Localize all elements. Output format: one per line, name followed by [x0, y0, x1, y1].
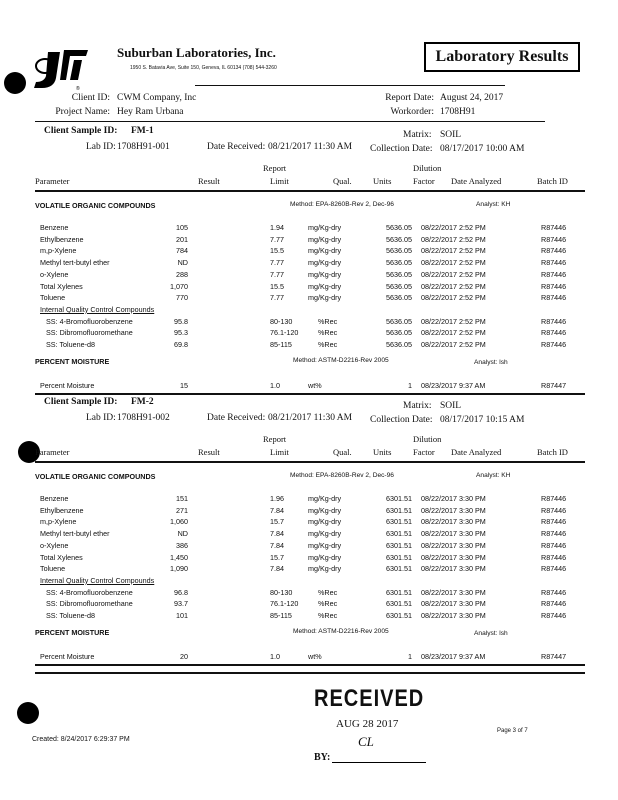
parameter-name: SS: Dibromofluoromethane	[46, 599, 133, 609]
batch-id: R87446	[541, 564, 567, 574]
col-result-header: Result	[198, 176, 220, 186]
date-analyzed: 08/22/2017 2:52 PM	[421, 258, 486, 268]
voc-method: Method: EPA-8260B-Rev 2, Dec-96	[290, 201, 394, 208]
company-logo	[30, 42, 100, 94]
units: %Rec	[318, 316, 338, 326]
report-limit: 1.94	[270, 223, 284, 232]
result-row	[0, 270, 618, 282]
batch-id: R87446	[541, 529, 567, 539]
units: mg/Kg-dry	[308, 517, 342, 527]
parameter-name: SS: Toluene-d8	[46, 340, 96, 349]
col-parameter-header: Parameter	[35, 176, 70, 186]
batch-id: R87446	[541, 234, 567, 244]
report-limit: 7.84	[270, 564, 284, 574]
qc-section-title: Internal Quality Control Compounds	[40, 575, 155, 585]
parameter-name: Toluene	[40, 293, 66, 303]
parameter-name: SS: Toluene-d8	[46, 611, 96, 620]
dilution-factor: 6301.51	[386, 552, 412, 562]
batch-id: R87446	[541, 599, 567, 609]
units: mg/Kg-dry	[308, 223, 342, 232]
moisture-method: Method: ASTM-D2216-Rev 2005	[293, 627, 389, 635]
units: %Rec	[318, 328, 338, 338]
company-name: Suburban Laboratories, Inc.	[117, 45, 276, 60]
result-value: 201	[176, 234, 188, 244]
date-analyzed: 08/22/2017 2:52 PM	[421, 246, 486, 256]
report-limit: 1.96	[270, 494, 284, 503]
units: %Rec	[318, 340, 338, 349]
report-date-value: August 24, 2017	[440, 93, 504, 103]
parameter-name: m,p-Xylene	[40, 517, 77, 527]
date-received-label: Date Received:	[207, 142, 266, 152]
date-analyzed: 08/22/2017 3:30 PM	[421, 552, 486, 562]
date-received-label: Date Received:	[207, 413, 266, 423]
units: mg/Kg-dry	[308, 293, 342, 303]
result-value: 105	[176, 223, 188, 232]
dilution-factor: 5636.05	[386, 293, 412, 303]
batch-id: R87446	[541, 328, 567, 338]
result-row	[0, 529, 618, 541]
units: wt%	[308, 651, 322, 661]
batch-id: R87446	[541, 246, 567, 256]
parameter-name: SS: Dibromofluoromethane	[46, 328, 133, 338]
result-row	[0, 541, 618, 553]
report-limit: 15.7	[270, 552, 284, 562]
result-value: 20	[180, 651, 188, 661]
stamp-by-label: BY:	[314, 752, 331, 763]
client-sample-id-label: Client Sample ID:	[44, 126, 118, 136]
col-units-header: Units	[373, 176, 392, 186]
batch-id: R87447	[541, 651, 567, 661]
units: mg/Kg-dry	[308, 540, 342, 550]
date-analyzed: 08/23/2017 9:37 AM	[421, 380, 486, 390]
result-value: 271	[176, 505, 188, 515]
lab-id-label: Lab ID:	[86, 142, 116, 152]
svg-text:®: ®	[76, 86, 80, 92]
voc-analyst: Analyst: KH	[476, 201, 511, 208]
qc-row	[0, 588, 618, 600]
report-limit: 7.77	[270, 269, 284, 279]
divider	[35, 672, 585, 674]
date-analyzed: 08/22/2017 2:52 PM	[421, 340, 486, 349]
date-analyzed: 08/23/2017 9:37 AM	[421, 651, 486, 661]
result-row	[0, 494, 618, 506]
result-row	[0, 258, 618, 270]
result-value: 386	[176, 540, 188, 550]
stamp-date: AUG 28 2017	[336, 718, 399, 730]
lab-id-value: 1708H91-001	[117, 142, 170, 152]
batch-id: R87446	[541, 552, 567, 562]
result-value: 1,070	[170, 281, 188, 291]
col-limit-header: Limit	[270, 447, 289, 457]
client-id-value: CWM Company, Inc	[117, 93, 197, 103]
moisture-section-title: PERCENT MOISTURE	[35, 356, 110, 366]
date-analyzed: 08/22/2017 3:30 PM	[421, 587, 486, 597]
batch-id: R87446	[541, 540, 567, 550]
dilution-factor: 1	[408, 651, 412, 661]
units: mg/Kg-dry	[308, 564, 342, 574]
voc-section-title: VOLATILE ORGANIC COMPOUNDS	[35, 472, 156, 481]
moisture-row	[0, 381, 618, 393]
client-sample-id-label: Client Sample ID:	[44, 397, 118, 407]
parameter-name: Ethylbenzene	[40, 234, 84, 244]
result-value: 15	[180, 380, 188, 390]
divider	[35, 121, 545, 122]
result-value: 1,090	[170, 564, 188, 574]
result-value: 1,450	[170, 552, 188, 562]
parameter-name: Methyl tert-butyl ether	[40, 529, 110, 539]
divider	[35, 190, 585, 192]
dilution-factor: 5636.05	[386, 258, 412, 268]
qc-row	[0, 317, 618, 329]
report-limit: 1.0	[270, 651, 280, 661]
report-limit: 15.5	[270, 281, 284, 291]
col-limit-header: Limit	[270, 176, 289, 186]
parameter-name: SS: 4-Bromofluorobenzene	[46, 587, 133, 597]
units: %Rec	[318, 599, 338, 609]
date-received-value: 08/21/2017 11:30 AM	[268, 413, 353, 423]
date-analyzed: 08/22/2017 2:52 PM	[421, 281, 486, 291]
batch-id: R87446	[541, 281, 567, 291]
moisture-analyst: Analyst: lsh	[474, 629, 508, 637]
matrix-value: SOIL	[440, 401, 462, 411]
dilution-factor: 5636.05	[386, 234, 412, 244]
qc-row	[0, 611, 618, 623]
moisture-row	[0, 652, 618, 664]
dilution-factor: 6301.51	[386, 517, 412, 527]
report-limit: 80-130	[270, 587, 293, 597]
col-report-header: Report	[263, 434, 287, 444]
report-title: Laboratory Results	[424, 42, 580, 72]
result-row	[0, 506, 618, 518]
date-analyzed: 08/22/2017 3:30 PM	[421, 494, 486, 503]
result-row	[0, 517, 618, 529]
result-row	[0, 282, 618, 294]
col-dilution-header: Dilution	[413, 163, 442, 173]
divider	[35, 393, 585, 395]
col-factor-header: Factor	[413, 447, 435, 457]
date-analyzed: 08/22/2017 3:30 PM	[421, 517, 486, 527]
client-sample-id-value: FM-2	[131, 397, 154, 407]
date-analyzed: 08/22/2017 3:30 PM	[421, 529, 486, 539]
date-analyzed: 08/22/2017 2:52 PM	[421, 328, 486, 338]
dilution-factor: 5636.05	[386, 269, 412, 279]
result-value: 96.8	[174, 587, 188, 597]
company-address: 1950 S. Batavia Ave, Suite 150, Geneva, IL 60134 (708) 544-3260	[130, 65, 277, 71]
dilution-factor: 6301.51	[386, 611, 412, 620]
date-analyzed: 08/22/2017 3:30 PM	[421, 564, 486, 574]
col-batch-id-header: Batch ID	[537, 176, 568, 186]
received-stamp	[310, 685, 438, 774]
col-qual-header: Qual.	[333, 447, 352, 457]
units: mg/Kg-dry	[308, 234, 342, 244]
qc-section-title: Internal Quality Control Compounds	[40, 304, 155, 314]
report-limit: 85-115	[270, 611, 292, 620]
voc-method: Method: EPA-8260B-Rev 2, Dec-96	[290, 472, 394, 479]
dilution-factor: 6301.51	[386, 587, 412, 597]
result-value: 95.3	[174, 328, 188, 338]
result-row	[0, 235, 618, 247]
dilution-factor: 6301.51	[386, 505, 412, 515]
col-units-header: Units	[373, 447, 392, 457]
dilution-factor: 6301.51	[386, 599, 412, 609]
dilution-factor: 6301.51	[386, 494, 412, 503]
report-limit: 7.77	[270, 258, 284, 268]
result-value: 93.7	[174, 599, 188, 609]
divider	[195, 85, 505, 86]
report-limit: 76.1-120	[270, 599, 299, 609]
date-analyzed: 08/22/2017 2:52 PM	[421, 269, 486, 279]
report-date-label: Report Date:	[385, 93, 434, 103]
collection-date-value: 08/17/2017 10:00 AM	[440, 144, 525, 154]
voc-section-title: VOLATILE ORGANIC COMPOUNDS	[35, 201, 156, 210]
collection-date-value: 08/17/2017 10:15 AM	[440, 415, 525, 425]
parameter-name: m,p-Xylene	[40, 246, 77, 256]
parameter-name: o-Xylene	[40, 540, 69, 550]
batch-id: R87446	[541, 494, 567, 503]
result-value: ND	[177, 258, 188, 268]
date-received-value: 08/21/2017 11:30 AM	[268, 142, 353, 152]
col-factor-header: Factor	[413, 176, 435, 186]
batch-id: R87446	[541, 223, 567, 232]
units: mg/Kg-dry	[308, 505, 342, 515]
report-limit: 7.84	[270, 529, 284, 539]
result-value: 101	[176, 611, 188, 620]
parameter-name: Methyl tert-butyl ether	[40, 258, 110, 268]
col-date-analyzed-header: Date Analyzed	[451, 447, 502, 457]
parameter-name: Benzene	[40, 223, 69, 232]
date-analyzed: 08/22/2017 3:30 PM	[421, 599, 486, 609]
stamp-signature-line	[332, 762, 426, 763]
col-batch-id-header: Batch ID	[537, 447, 568, 457]
dilution-factor: 5636.05	[386, 281, 412, 291]
lab-id-value: 1708H91-002	[117, 413, 170, 423]
qc-row	[0, 328, 618, 340]
moisture-section-title: PERCENT MOISTURE	[35, 627, 110, 637]
units: mg/Kg-dry	[308, 494, 342, 503]
parameter-name: Benzene	[40, 494, 69, 503]
report-limit: 15.5	[270, 246, 284, 256]
parameter-name: Ethylbenzene	[40, 505, 84, 515]
voc-analyst: Analyst: KH	[476, 472, 511, 479]
result-value: 288	[176, 269, 188, 279]
dilution-factor: 5636.05	[386, 246, 412, 256]
col-report-header: Report	[263, 163, 287, 173]
result-value: ND	[177, 529, 188, 539]
units: %Rec	[318, 611, 338, 620]
parameter-name: SS: 4-Bromofluorobenzene	[46, 316, 133, 326]
result-value: 1,060	[170, 517, 188, 527]
collection-date-label: Collection Date:	[370, 415, 433, 425]
result-row	[0, 223, 618, 235]
dilution-factor: 5636.05	[386, 328, 412, 338]
batch-id: R87446	[541, 611, 567, 620]
date-analyzed: 08/22/2017 2:52 PM	[421, 316, 486, 326]
report-limit: 15.7	[270, 517, 284, 527]
batch-id: R87446	[541, 293, 567, 303]
units: mg/Kg-dry	[308, 529, 342, 539]
moisture-method: Method: ASTM-D2216-Rev 2005	[293, 356, 389, 364]
col-dilution-header: Dilution	[413, 434, 442, 444]
parameter-name: Total Xylenes	[40, 281, 83, 291]
dilution-factor: 6301.51	[386, 529, 412, 539]
result-row	[0, 293, 618, 305]
qc-row	[0, 599, 618, 611]
project-name-value: Hey Ram Urbana	[117, 107, 184, 117]
units: mg/Kg-dry	[308, 552, 342, 562]
date-analyzed: 08/22/2017 3:30 PM	[421, 611, 486, 620]
client-sample-id-value: FM-1	[131, 126, 154, 136]
units: mg/Kg-dry	[308, 281, 342, 291]
report-limit: 7.84	[270, 505, 284, 515]
result-value: 69.8	[174, 340, 188, 349]
result-value: 151	[176, 494, 188, 503]
parameter-name: Percent Moisture	[40, 380, 95, 390]
report-limit: 1.0	[270, 380, 280, 390]
dilution-factor: 6301.51	[386, 540, 412, 550]
batch-id: R87447	[541, 380, 567, 390]
result-row	[0, 553, 618, 565]
batch-id: R87446	[541, 517, 567, 527]
batch-id: R87446	[541, 316, 567, 326]
units: mg/Kg-dry	[308, 246, 342, 256]
parameter-name: Toluene	[40, 564, 66, 574]
divider	[35, 461, 585, 463]
dilution-factor: 1	[408, 380, 412, 390]
batch-id: R87446	[541, 505, 567, 515]
parameter-name: Total Xylenes	[40, 552, 83, 562]
dilution-factor: 6301.51	[386, 564, 412, 574]
divider	[35, 664, 585, 666]
created-timestamp: Created: 8/24/2017 6:29:37 PM	[32, 736, 130, 743]
result-value: 784	[176, 246, 188, 256]
col-qual-header: Qual.	[333, 176, 352, 186]
col-result-header: Result	[198, 447, 220, 457]
report-limit: 7.77	[270, 293, 284, 303]
date-analyzed: 08/22/2017 3:30 PM	[421, 540, 486, 550]
units: mg/Kg-dry	[308, 258, 342, 268]
stamp-received-text: RECEIVED	[314, 685, 425, 713]
project-name-label: Project Name:	[55, 107, 110, 117]
lab-id-label: Lab ID:	[86, 413, 116, 423]
date-analyzed: 08/22/2017 3:30 PM	[421, 505, 486, 515]
client-id-label: Client ID:	[71, 93, 110, 103]
batch-id: R87446	[541, 340, 567, 349]
report-limit: 7.77	[270, 234, 284, 244]
units: wt%	[308, 380, 322, 390]
matrix-label: Matrix:	[403, 401, 432, 411]
result-value: 95.8	[174, 316, 188, 326]
report-limit: 7.84	[270, 540, 284, 550]
batch-id: R87446	[541, 269, 567, 279]
parameter-name: Percent Moisture	[40, 651, 95, 661]
result-value: 770	[176, 293, 188, 303]
page-number: Page 3 of 7	[497, 728, 528, 734]
punch-hole	[17, 702, 39, 724]
parameter-name: o-Xylene	[40, 269, 69, 279]
matrix-label: Matrix:	[403, 130, 432, 140]
result-row	[0, 564, 618, 576]
report-limit: 76.1-120	[270, 328, 299, 338]
date-analyzed: 08/22/2017 2:52 PM	[421, 293, 486, 303]
dilution-factor: 5636.05	[386, 340, 412, 349]
stamp-initials: CL	[358, 734, 374, 749]
units: %Rec	[318, 587, 338, 597]
collection-date-label: Collection Date:	[370, 144, 433, 154]
date-analyzed: 08/22/2017 2:52 PM	[421, 234, 486, 244]
moisture-analyst: Analyst: lsh	[474, 358, 508, 366]
col-date-analyzed-header: Date Analyzed	[451, 176, 502, 186]
workorder-value: 1708H91	[440, 107, 476, 117]
qc-row	[0, 340, 618, 352]
result-row	[0, 246, 618, 258]
col-parameter-header: Parameter	[35, 447, 70, 457]
report-limit: 80-130	[270, 316, 293, 326]
report-limit: 85-115	[270, 340, 292, 349]
punch-hole	[4, 72, 26, 94]
batch-id: R87446	[541, 258, 567, 268]
dilution-factor: 5636.05	[386, 223, 412, 232]
date-analyzed: 08/22/2017 2:52 PM	[421, 223, 486, 232]
dilution-factor: 5636.05	[386, 316, 412, 326]
workorder-label: Workorder:	[390, 107, 434, 117]
matrix-value: SOIL	[440, 130, 462, 140]
units: mg/Kg-dry	[308, 269, 342, 279]
batch-id: R87446	[541, 587, 567, 597]
